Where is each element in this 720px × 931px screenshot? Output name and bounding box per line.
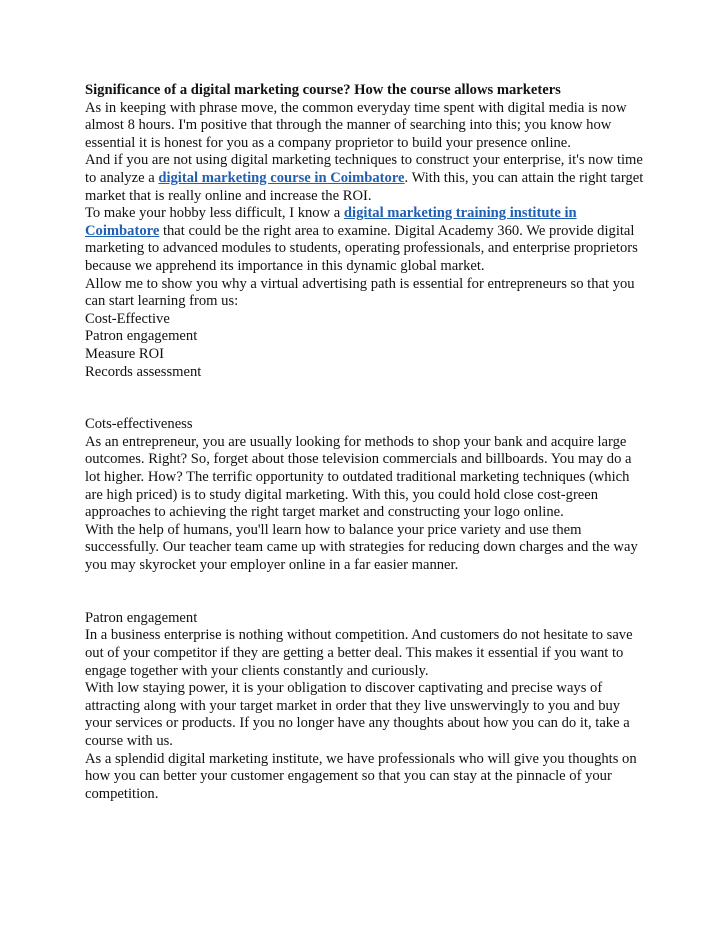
course-link[interactable]: digital marketing course in Coimbatore [158, 169, 405, 186]
list-item: Patron engagement [85, 328, 198, 345]
list-item: Cost-Effective [85, 310, 170, 327]
cost-paragraph-2: With the help of humans, you'll learn how to balance your price variety and use them successfully. Our teacher team came up with strategies for reducing down charges and the way you may skyrocket your employer online in a far easier manner. [85, 521, 638, 574]
section-spacer [85, 592, 645, 610]
engagement-paragraph-2: With low staying power, it is your obligation to discover captivating and precise ways of attracting along with your target market in order that they live unswervingly to you and buy your services or products. If you no longer have any thoughts about how you can do it, take a course with us. [85, 680, 630, 749]
reasons-intro-paragraph: Allow me to show you why a virtual advertising path is essential for entrepreneurs so that you can start learning from us: [85, 275, 635, 310]
section-spacer [85, 575, 645, 593]
intro-paragraph: As in keeping with phrase move, the common everyday time spent with digital media is now almost 8 hours. I'm positive that through the manner of searching into this; you know how essential it is honest for you as a company proprietor to build your presence online. [85, 99, 627, 151]
engagement-paragraph-3: As a splendid digital marketing institute, we have professionals who will give you thoughts on how you can better your customer engagement so that you can stay at the pinnacle of your competition. [85, 750, 637, 802]
section-spacer [85, 381, 645, 399]
list-item: Measure ROI [85, 345, 165, 362]
cost-paragraph-1: As an entrepreneur, you are usually looking for methods to shop your bank and acquire large outcomes. Right? So, forget about those television commercials and billboards. You may do a lot higher. How? The terrific opportunity to outdated traditional marketing techniques (which are high priced) is to study digital marketing. With this, you could hold close cost-green approaches to achieving the right target market and constructing your logo online. [85, 433, 632, 521]
list-item: Records assessment [85, 363, 202, 380]
institute-text-after: that could be the right area to examine. Digital Academy 360. We provide digital marketing to advanced modules to students, operating professionals, and enterprise proprietors because we apprehend its importance in this dynamic global market. [85, 222, 638, 274]
section-heading-cost: Cots-effectiveness [85, 416, 193, 433]
engagement-paragraph-1: In a business enterprise is nothing without competition. And customers do not hesitate to save out of your competitor if they are getting a better deal. This makes it essential if you want to engage together with your clients constantly and curiously. [85, 627, 633, 679]
course-text-before: And if you are not using digital marketing techniques to construct your enterprise, it's now time to analyze a [85, 152, 643, 186]
document-body [85, 82, 645, 803]
section-heading-engagement: Patron engagement [85, 609, 198, 626]
course-paragraph [85, 152, 645, 205]
institute-text-before: To make your hobby less difficult, I know a [85, 205, 344, 222]
section-spacer [85, 399, 645, 417]
document-title: Significance of a digital marketing course? How the course allows marketers [85, 82, 561, 98]
institute-link[interactable]: digital marketing training institute in Coimbatore [85, 205, 577, 239]
institute-paragraph [85, 205, 645, 275]
course-text-after: . With this, you can attain the right target market that is really online and increase the ROI. [85, 169, 644, 204]
